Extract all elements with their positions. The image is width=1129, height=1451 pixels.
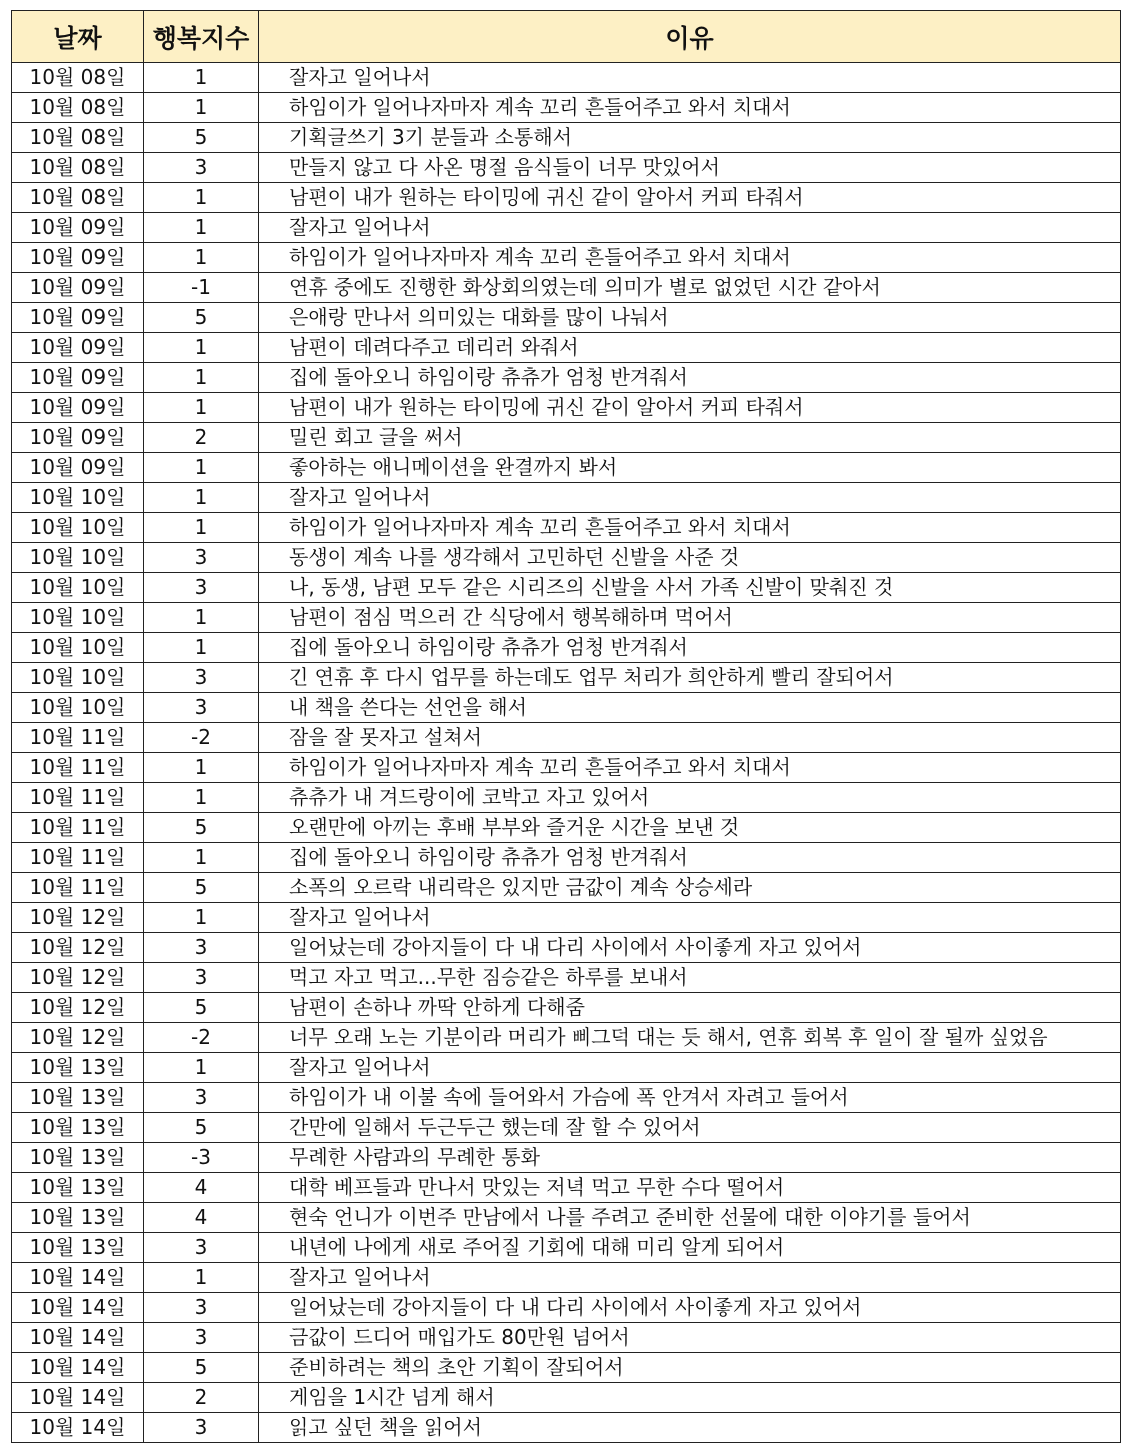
- table-row: [12, 1143, 1121, 1173]
- table-row: [12, 1113, 1121, 1143]
- score-cell: 5: [144, 303, 259, 333]
- date-cell: 10월 09일: [12, 213, 144, 243]
- score-cell: -1: [144, 273, 259, 303]
- reason-cell: 집에 돌아오니 하임이랑 츄츄가 엄청 반겨줘서: [259, 843, 1121, 873]
- table-row: [12, 1053, 1121, 1083]
- score-cell: -2: [144, 1023, 259, 1053]
- date-cell: 10월 11일: [12, 843, 144, 873]
- reason-cell: 오랜만에 아끼는 후배 부부와 즐거운 시간을 보낸 것: [259, 813, 1121, 843]
- date-cell: 10월 13일: [12, 1053, 144, 1083]
- score-cell: 5: [144, 873, 259, 903]
- date-cell: 10월 14일: [12, 1413, 144, 1443]
- reason-cell: 잘자고 일어나서: [259, 63, 1121, 93]
- date-cell: 10월 11일: [12, 723, 144, 753]
- reason-cell: 내년에 나에게 새로 주어질 기회에 대해 미리 알게 되어서: [259, 1233, 1121, 1263]
- score-cell: -3: [144, 1143, 259, 1173]
- table-row: [12, 183, 1121, 213]
- score-cell: 1: [144, 213, 259, 243]
- table-row: [12, 1293, 1121, 1323]
- reason-cell: 읽고 싶던 책을 읽어서: [259, 1413, 1121, 1443]
- table-row: [12, 963, 1121, 993]
- reason-cell: 연휴 중에도 진행한 화상회의였는데 의미가 별로 없었던 시간 같아서: [259, 273, 1121, 303]
- table-row: [12, 1323, 1121, 1353]
- score-cell: 1: [144, 393, 259, 423]
- table-row: [12, 1263, 1121, 1293]
- date-cell: 10월 13일: [12, 1203, 144, 1233]
- score-cell: 1: [144, 903, 259, 933]
- reason-cell: 간만에 일해서 두근두근 했는데 잘 할 수 있어서: [259, 1113, 1121, 1143]
- happiness-table: [11, 10, 1121, 1443]
- score-cell: 1: [144, 363, 259, 393]
- date-cell: 10월 14일: [12, 1323, 144, 1353]
- table-row: [12, 273, 1121, 303]
- date-cell: 10월 10일: [12, 633, 144, 663]
- date-cell: 10월 09일: [12, 393, 144, 423]
- score-cell: 3: [144, 543, 259, 573]
- score-cell: 1: [144, 243, 259, 273]
- reason-cell: 남편이 데려다주고 데리러 와줘서: [259, 333, 1121, 363]
- reason-cell: 집에 돌아오니 하임이랑 츄츄가 엄청 반겨줘서: [259, 633, 1121, 663]
- table-row: [12, 393, 1121, 423]
- table-row: [12, 843, 1121, 873]
- reason-cell: 하임이가 일어나자마자 계속 꼬리 흔들어주고 와서 치대서: [259, 243, 1121, 273]
- table-row: [12, 603, 1121, 633]
- score-cell: 5: [144, 1113, 259, 1143]
- score-cell: 2: [144, 423, 259, 453]
- reason-cell: 준비하려는 책의 초안 기획이 잘되어서: [259, 1353, 1121, 1383]
- score-cell: 1: [144, 93, 259, 123]
- table-row: [12, 1413, 1121, 1443]
- score-cell: 1: [144, 333, 259, 363]
- date-cell: 10월 13일: [12, 1143, 144, 1173]
- score-cell: 5: [144, 813, 259, 843]
- table-row: [12, 63, 1121, 93]
- header-reason: 이유: [259, 11, 1121, 63]
- reason-cell: 잘자고 일어나서: [259, 903, 1121, 933]
- score-cell: 1: [144, 513, 259, 543]
- table-row: [12, 1353, 1121, 1383]
- table-row: [12, 1173, 1121, 1203]
- date-cell: 10월 11일: [12, 783, 144, 813]
- table-row: [12, 153, 1121, 183]
- date-cell: 10월 09일: [12, 273, 144, 303]
- date-cell: 10월 11일: [12, 813, 144, 843]
- reason-cell: 하임이가 일어나자마자 계속 꼬리 흔들어주고 와서 치대서: [259, 753, 1121, 783]
- date-cell: 10월 11일: [12, 753, 144, 783]
- reason-cell: 좋아하는 애니메이션을 완결까지 봐서: [259, 453, 1121, 483]
- table-row: [12, 573, 1121, 603]
- score-cell: 1: [144, 633, 259, 663]
- score-cell: 1: [144, 183, 259, 213]
- table-row: [12, 933, 1121, 963]
- table-row: [12, 453, 1121, 483]
- date-cell: 10월 13일: [12, 1113, 144, 1143]
- score-cell: 1: [144, 603, 259, 633]
- reason-cell: 너무 오래 노는 기분이라 머리가 삐그덕 대는 듯 해서, 연휴 회복 후 일이 잘 될까 싶었음: [259, 1023, 1121, 1053]
- date-cell: 10월 10일: [12, 603, 144, 633]
- date-cell: 10월 14일: [12, 1353, 144, 1383]
- table-row: [12, 513, 1121, 543]
- reason-cell: 대학 베프들과 만나서 맛있는 저녁 먹고 무한 수다 떨어서: [259, 1173, 1121, 1203]
- date-cell: 10월 08일: [12, 183, 144, 213]
- date-cell: 10월 10일: [12, 663, 144, 693]
- score-cell: 1: [144, 483, 259, 513]
- date-cell: 10월 08일: [12, 153, 144, 183]
- score-cell: 4: [144, 1173, 259, 1203]
- header-date: 날짜: [12, 11, 144, 63]
- date-cell: 10월 14일: [12, 1383, 144, 1413]
- score-cell: 5: [144, 993, 259, 1023]
- score-cell: 3: [144, 1293, 259, 1323]
- score-cell: 3: [144, 663, 259, 693]
- date-cell: 10월 13일: [12, 1233, 144, 1263]
- score-cell: 1: [144, 783, 259, 813]
- reason-cell: 남편이 점심 먹으러 간 식당에서 행복해하며 먹어서: [259, 603, 1121, 633]
- score-cell: 5: [144, 123, 259, 153]
- header-score: 행복지수: [144, 11, 259, 63]
- date-cell: 10월 10일: [12, 693, 144, 723]
- table-row: [12, 1023, 1121, 1053]
- date-cell: 10월 13일: [12, 1083, 144, 1113]
- date-cell: 10월 12일: [12, 993, 144, 1023]
- table-row: [12, 213, 1121, 243]
- date-cell: 10월 10일: [12, 573, 144, 603]
- score-cell: 3: [144, 1323, 259, 1353]
- reason-cell: 기획글쓰기 3기 분들과 소통해서: [259, 123, 1121, 153]
- reason-cell: 현숙 언니가 이번주 만남에서 나를 주려고 준비한 선물에 대한 이야기를 들어서: [259, 1203, 1121, 1233]
- date-cell: 10월 12일: [12, 903, 144, 933]
- date-cell: 10월 09일: [12, 453, 144, 483]
- reason-cell: 나, 동생, 남편 모두 같은 시리즈의 신발을 사서 가족 신발이 맞춰진 것: [259, 573, 1121, 603]
- table-row: [12, 783, 1121, 813]
- score-cell: 1: [144, 843, 259, 873]
- score-cell: 5: [144, 1353, 259, 1383]
- date-cell: 10월 10일: [12, 543, 144, 573]
- table-row: [12, 663, 1121, 693]
- date-cell: 10월 09일: [12, 243, 144, 273]
- score-cell: 1: [144, 753, 259, 783]
- reason-cell: 일어났는데 강아지들이 다 내 다리 사이에서 사이좋게 자고 있어서: [259, 1293, 1121, 1323]
- score-cell: 2: [144, 1383, 259, 1413]
- table-row: [12, 903, 1121, 933]
- reason-cell: 남편이 내가 원하는 타이밍에 귀신 같이 알아서 커피 타줘서: [259, 393, 1121, 423]
- date-cell: 10월 09일: [12, 303, 144, 333]
- table-row: [12, 243, 1121, 273]
- reason-cell: 하임이가 일어나자마자 계속 꼬리 흔들어주고 와서 치대서: [259, 513, 1121, 543]
- table-row: [12, 303, 1121, 333]
- date-cell: 10월 14일: [12, 1263, 144, 1293]
- reason-cell: 소폭의 오르락 내리락은 있지만 금값이 계속 상승세라: [259, 873, 1121, 903]
- reason-cell: 먹고 자고 먹고...무한 짐승같은 하루를 보내서: [259, 963, 1121, 993]
- table-row: [12, 1083, 1121, 1113]
- score-cell: 3: [144, 933, 259, 963]
- header-row: [12, 11, 1121, 63]
- reason-cell: 잘자고 일어나서: [259, 1053, 1121, 1083]
- reason-cell: 잘자고 일어나서: [259, 213, 1121, 243]
- date-cell: 10월 08일: [12, 63, 144, 93]
- table-row: [12, 753, 1121, 783]
- score-cell: 3: [144, 1083, 259, 1113]
- table-row: [12, 723, 1121, 753]
- reason-cell: 은애랑 만나서 의미있는 대화를 많이 나눠서: [259, 303, 1121, 333]
- score-cell: 1: [144, 1263, 259, 1293]
- reason-cell: 남편이 손하나 까딱 안하게 다해줌: [259, 993, 1121, 1023]
- table-row: [12, 483, 1121, 513]
- reason-cell: 밀린 회고 글을 써서: [259, 423, 1121, 453]
- date-cell: 10월 12일: [12, 933, 144, 963]
- table-row: [12, 1233, 1121, 1263]
- score-cell: 1: [144, 453, 259, 483]
- reason-cell: 츄츄가 내 겨드랑이에 코박고 자고 있어서: [259, 783, 1121, 813]
- table-row: [12, 993, 1121, 1023]
- table-row: [12, 633, 1121, 663]
- score-cell: 3: [144, 573, 259, 603]
- score-cell: 1: [144, 63, 259, 93]
- table-row: [12, 873, 1121, 903]
- reason-cell: 하임이가 내 이불 속에 들어와서 가슴에 폭 안겨서 자려고 들어서: [259, 1083, 1121, 1113]
- reason-cell: 무례한 사람과의 무례한 통화: [259, 1143, 1121, 1173]
- score-cell: 3: [144, 1413, 259, 1443]
- score-cell: 3: [144, 153, 259, 183]
- date-cell: 10월 12일: [12, 963, 144, 993]
- date-cell: 10월 11일: [12, 873, 144, 903]
- reason-cell: 남편이 내가 원하는 타이밍에 귀신 같이 알아서 커피 타줘서: [259, 183, 1121, 213]
- reason-cell: 잘자고 일어나서: [259, 483, 1121, 513]
- reason-cell: 잠을 잘 못자고 설쳐서: [259, 723, 1121, 753]
- date-cell: 10월 10일: [12, 513, 144, 543]
- score-cell: -2: [144, 723, 259, 753]
- reason-cell: 긴 연휴 후 다시 업무를 하는데도 업무 처리가 희안하게 빨리 잘되어서: [259, 663, 1121, 693]
- table-row: [12, 1203, 1121, 1233]
- score-cell: 4: [144, 1203, 259, 1233]
- table-row: [12, 363, 1121, 393]
- score-cell: 1: [144, 1053, 259, 1083]
- reason-cell: 하임이가 일어나자마자 계속 꼬리 흔들어주고 와서 치대서: [259, 93, 1121, 123]
- score-cell: 3: [144, 1233, 259, 1263]
- reason-cell: 일어났는데 강아지들이 다 내 다리 사이에서 사이좋게 자고 있어서: [259, 933, 1121, 963]
- table-row: [12, 693, 1121, 723]
- date-cell: 10월 13일: [12, 1173, 144, 1203]
- date-cell: 10월 09일: [12, 333, 144, 363]
- date-cell: 10월 12일: [12, 1023, 144, 1053]
- date-cell: 10월 08일: [12, 123, 144, 153]
- reason-cell: 집에 돌아오니 하임이랑 츄츄가 엄청 반겨줘서: [259, 363, 1121, 393]
- date-cell: 10월 10일: [12, 483, 144, 513]
- table-row: [12, 1383, 1121, 1413]
- table-row: [12, 423, 1121, 453]
- reason-cell: 만들지 않고 다 사온 명절 음식들이 너무 맛있어서: [259, 153, 1121, 183]
- score-cell: 3: [144, 963, 259, 993]
- date-cell: 10월 14일: [12, 1293, 144, 1323]
- date-cell: 10월 09일: [12, 423, 144, 453]
- score-cell: 3: [144, 693, 259, 723]
- date-cell: 10월 09일: [12, 363, 144, 393]
- reason-cell: 잘자고 일어나서: [259, 1263, 1121, 1293]
- table-row: [12, 123, 1121, 153]
- reason-cell: 게임을 1시간 넘게 해서: [259, 1383, 1121, 1413]
- table-row: [12, 333, 1121, 363]
- date-cell: 10월 08일: [12, 93, 144, 123]
- table-row: [12, 813, 1121, 843]
- reason-cell: 동생이 계속 나를 생각해서 고민하던 신발을 사준 것: [259, 543, 1121, 573]
- reason-cell: 내 책을 쓴다는 선언을 해서: [259, 693, 1121, 723]
- table-row: [12, 543, 1121, 573]
- table-row: [12, 93, 1121, 123]
- reason-cell: 금값이 드디어 매입가도 80만원 넘어서: [259, 1323, 1121, 1353]
